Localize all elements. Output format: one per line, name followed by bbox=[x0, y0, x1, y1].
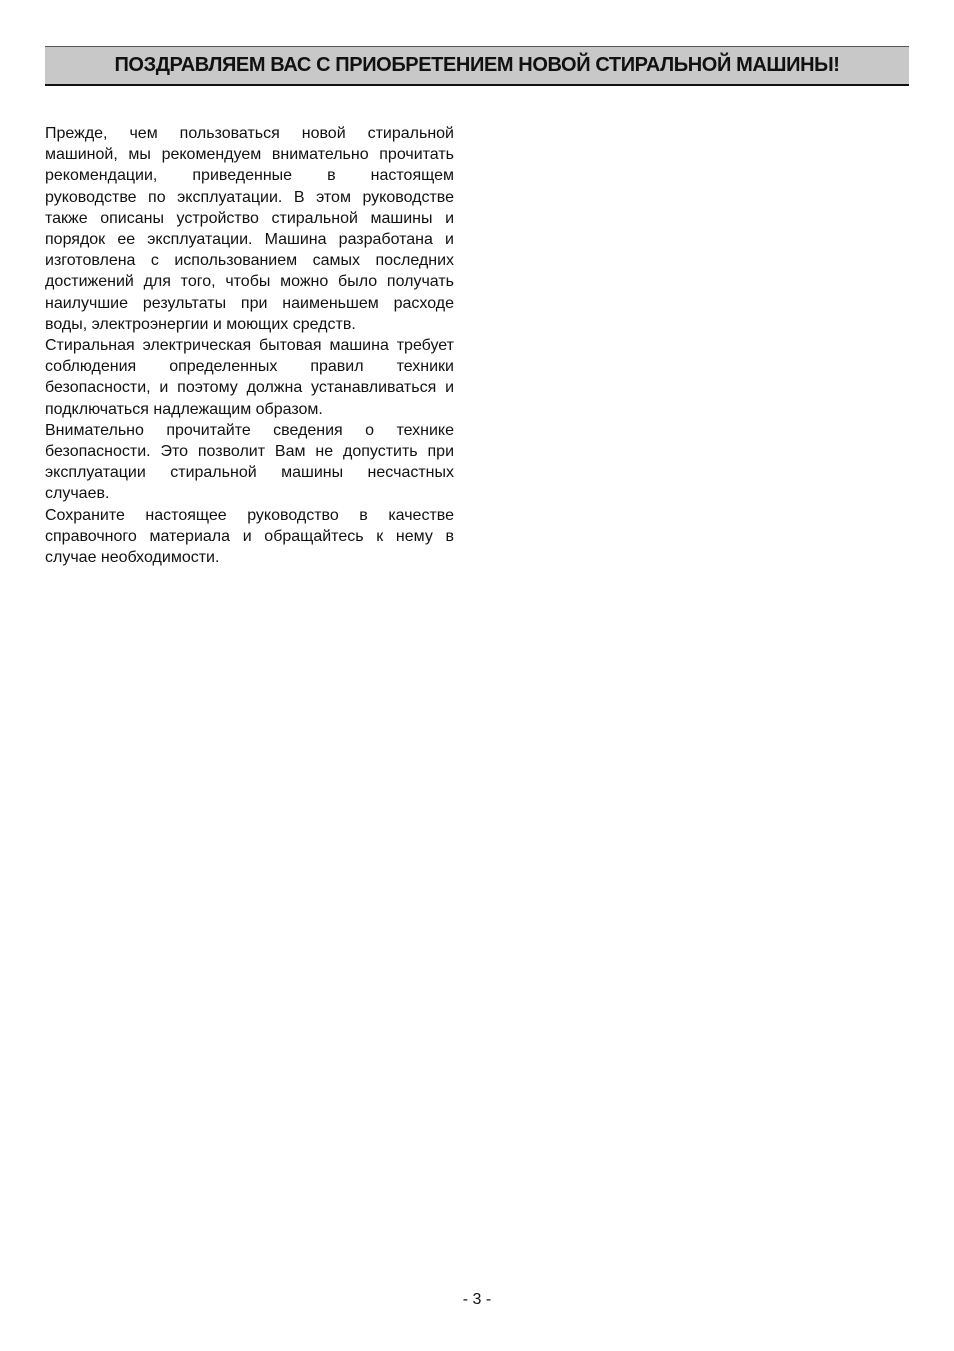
paragraph-keep-manual: Сохраните настоящее руководство в качестве справочного материала и обращайтесь к нему в случае необходимости. bbox=[45, 506, 454, 567]
intro-text-column bbox=[45, 123, 454, 568]
section-header-bar bbox=[45, 46, 909, 86]
page-number: - 3 - bbox=[462, 1291, 492, 1308]
page-title: ПОЗДРАВЛЯЕМ ВАС С ПРИОБРЕТЕНИЕМ НОВОЙ СТИРАЛЬНОЙ МАШИНЫ! bbox=[114, 54, 840, 76]
paragraph-intro: Прежде, чем пользоваться новой стиральной машиной, мы рекомендуем внимательно прочитать рекомендации, приведенные в настоящем руководстве по эксплуатации. В этом руководстве также описаны устройство стиральной машины и порядок ее эксплуатации. Машина разработана и изготовлена с использованием самых последних достижений для того, чтобы можно было получать наилучшие результаты при наименьшем расходе воды, электроэнергии и моющих средств. bbox=[45, 125, 454, 333]
paragraph-read-safety: Внимательно прочитайте сведения о технике безопасности. Это позволит Вам не допустить при эксплуатации стиральной машины несчастных случаев. bbox=[45, 421, 454, 503]
paragraph-safety-rules: Стиральная электрическая бытовая машина требует соблюдения определенных правил техники безопасности, и поэтому должна устанавливаться и подключаться надлежащим образом. bbox=[45, 337, 454, 418]
